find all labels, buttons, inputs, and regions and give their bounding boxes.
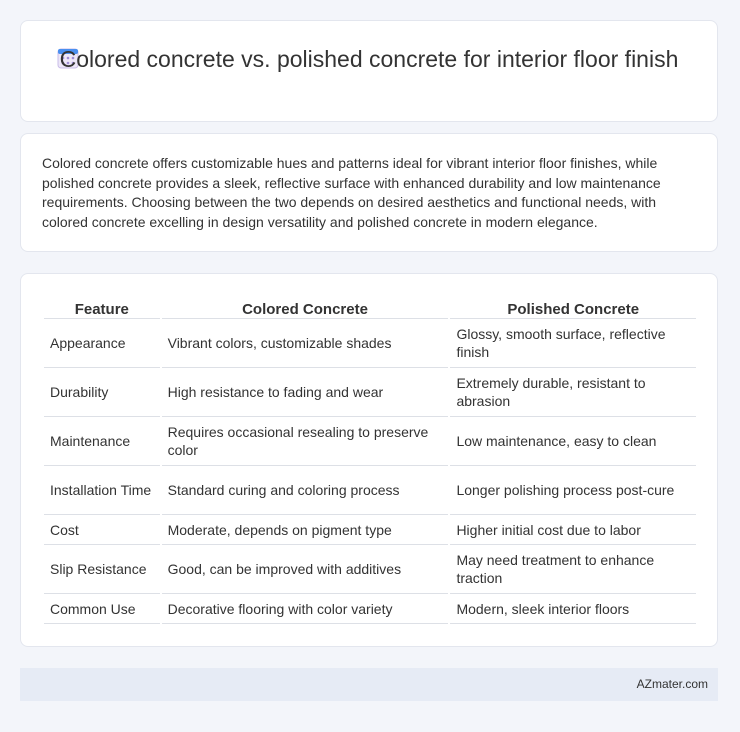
row-feature: Appearance	[44, 319, 160, 368]
table-row	[44, 515, 696, 545]
table-header-row	[44, 296, 696, 319]
row-feature: Durability	[44, 368, 160, 417]
header-feature: Feature	[44, 296, 160, 319]
row-feature: Common Use	[44, 594, 160, 624]
footer-bar	[20, 668, 718, 701]
header-colored-concrete: Colored Concrete	[162, 296, 449, 319]
table-row	[44, 368, 696, 417]
page-title-wrap	[21, 45, 717, 74]
row-feature: Installation Time	[44, 466, 160, 515]
table-card	[20, 273, 718, 647]
table-row	[44, 545, 696, 594]
header-polished-concrete: Polished Concrete	[450, 296, 696, 319]
row-colored: Requires occasional resealing to preserve color	[162, 417, 449, 466]
row-polished: Low maintenance, easy to clean	[450, 417, 696, 466]
table-row	[44, 319, 696, 368]
row-colored: Standard curing and coloring process	[162, 466, 449, 515]
row-colored: High resistance to fading and wear	[162, 368, 449, 417]
table-row	[44, 594, 696, 624]
table-row	[44, 417, 696, 466]
page-title: Colored concrete vs. polished concrete for interior floor finish	[59, 46, 679, 72]
row-polished: Longer polishing process post-cure	[450, 466, 696, 515]
row-polished: Glossy, smooth surface, reflective finish	[450, 319, 696, 368]
comparison-table	[42, 296, 698, 624]
row-feature: Maintenance	[44, 417, 160, 466]
row-polished: Higher initial cost due to labor	[450, 515, 696, 545]
row-polished: Modern, sleek interior floors	[450, 594, 696, 624]
row-colored: Decorative flooring with color variety	[162, 594, 449, 624]
row-feature: Cost	[44, 515, 160, 545]
row-colored: Good, can be improved with additives	[162, 545, 449, 594]
row-colored: Vibrant colors, customizable shades	[162, 319, 449, 368]
summary-text: Colored concrete offers customizable hues and patterns ideal for vibrant interior floor finishes, while polished concrete provides a sleek, reflective surface with enhanced durability and low maintenance requirements. Choosing between the two depends on desired aesthetics and functional needs, with colored concrete excelling in design versatility and polished concrete in modern elegance.	[42, 155, 661, 230]
row-polished: Extremely durable, resistant to abrasion	[450, 368, 696, 417]
row-polished: May need treatment to enhance traction	[450, 545, 696, 594]
summary-card	[20, 133, 718, 252]
row-colored: Moderate, depends on pigment type	[162, 515, 449, 545]
title-card	[20, 20, 718, 122]
footer-site: AZmater.com	[636, 677, 708, 691]
table-row	[44, 466, 696, 515]
row-feature: Slip Resistance	[44, 545, 160, 594]
